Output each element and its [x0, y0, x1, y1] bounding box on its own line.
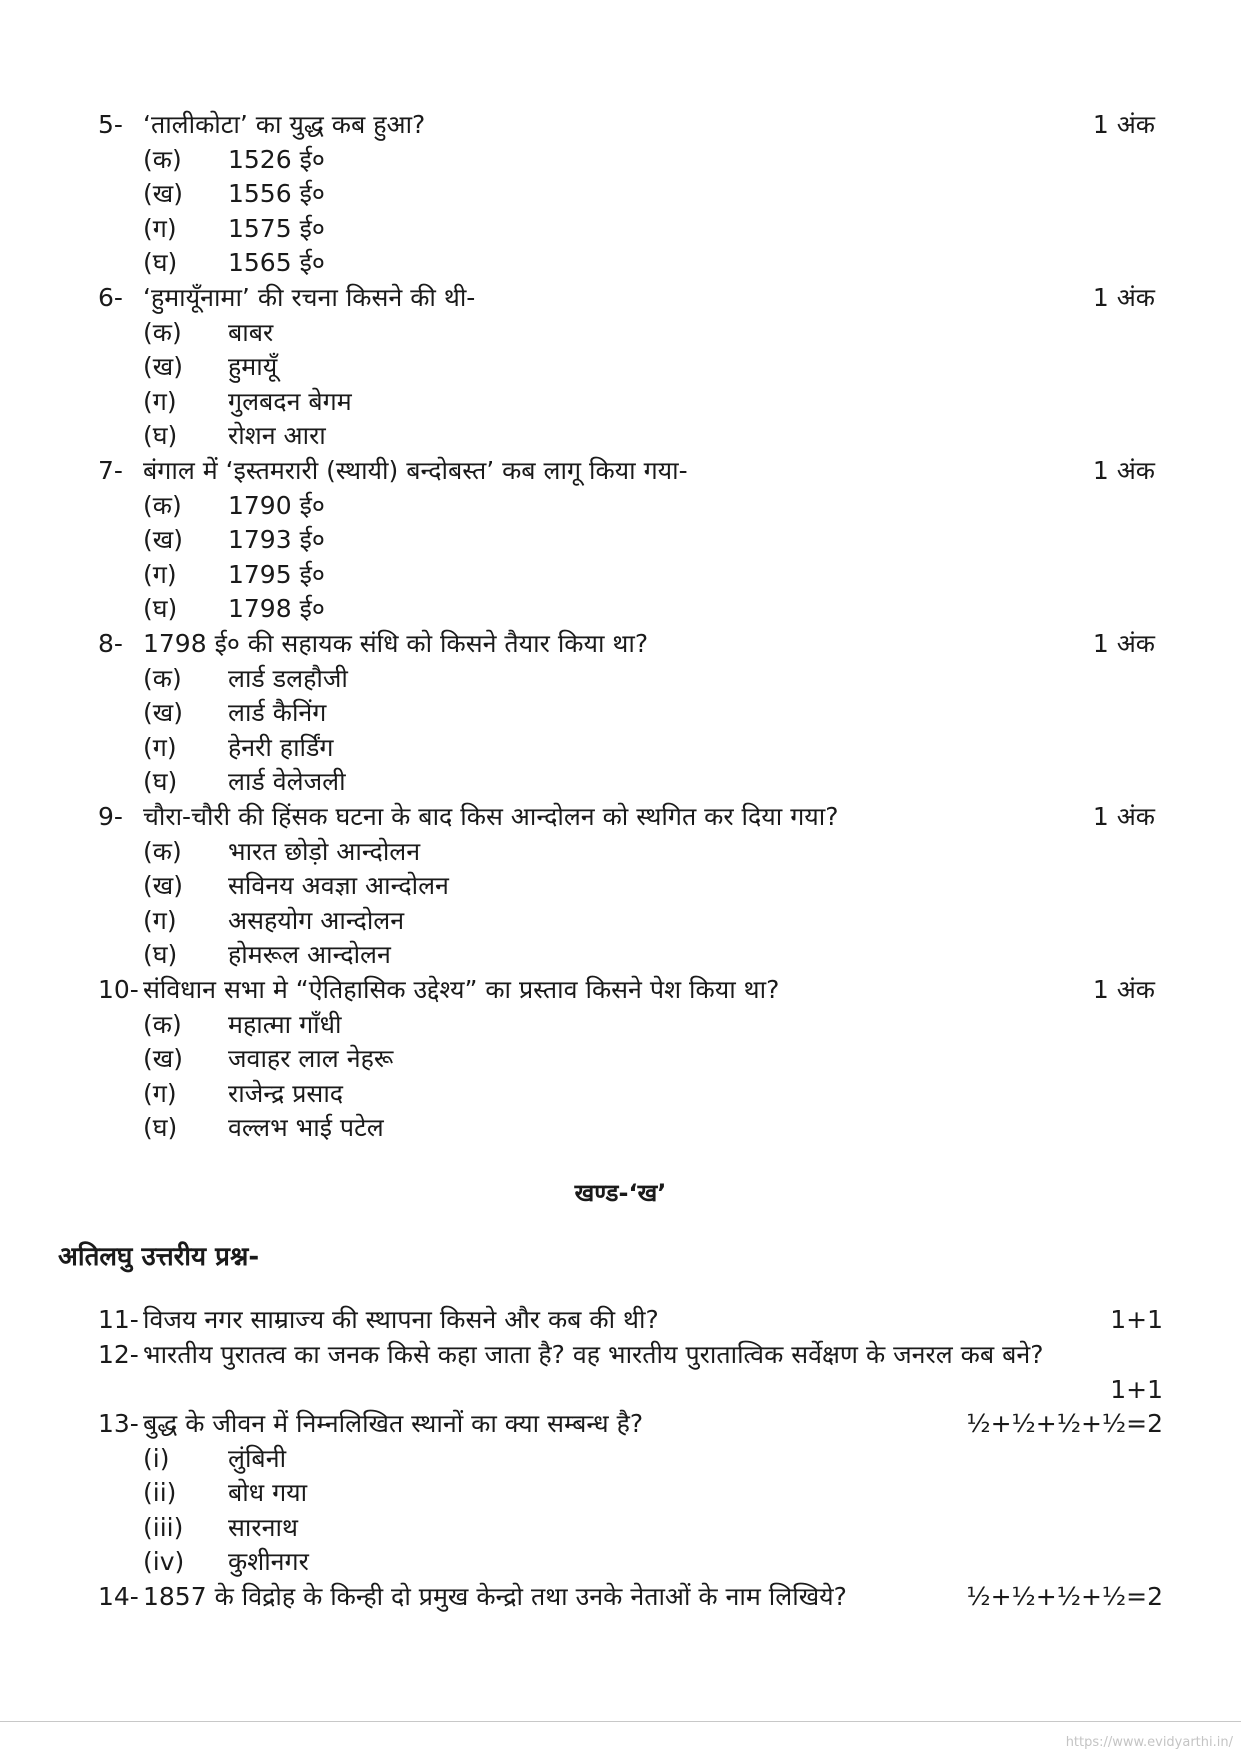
option-label: (ग): [143, 905, 177, 935]
question-number: 6-: [98, 283, 123, 312]
option-label: (ख): [143, 352, 183, 382]
option-text: वल्लभ भाई पटेल: [228, 1113, 384, 1143]
option: [0, 385, 1241, 420]
option-label: (क): [143, 1009, 182, 1039]
option-label: (ग): [143, 386, 177, 416]
option: [0, 869, 1241, 904]
option-text: असहयोग आन्दोलन: [228, 905, 405, 935]
question-number: 12-: [98, 1340, 139, 1369]
option-text: महात्मा गाँधी: [228, 1009, 342, 1039]
option: [0, 1042, 1241, 1077]
option-text: लार्ड वेलेजली: [228, 767, 346, 797]
option: [0, 177, 1241, 212]
option-label: (घ): [143, 767, 178, 797]
question-marks: 1 अंक: [1092, 110, 1155, 139]
option-label: (घ): [143, 594, 178, 624]
option-text: जवाहर लाल नेहरू: [228, 1044, 394, 1074]
option-text: रोशन आरा: [228, 421, 326, 451]
item-label: (iii): [143, 1512, 184, 1542]
option-label: (ख): [143, 698, 183, 728]
option-text: गुलबदन बेगम: [228, 386, 352, 416]
option: [0, 662, 1241, 697]
question-10: [0, 973, 1241, 1146]
option-label: (ग): [143, 559, 177, 589]
question-text: बुद्ध के जीवन में निम्नलिखित स्थानों का क्या सम्बन्ध है?: [143, 1409, 644, 1438]
option-text: 1556 ई०: [228, 179, 325, 209]
option: [0, 1077, 1241, 1112]
option-label: (घ): [143, 421, 178, 451]
option: [0, 489, 1241, 524]
option: [0, 350, 1241, 385]
question-marks: 1 अंक: [1092, 802, 1155, 831]
question-8: [0, 627, 1241, 800]
option: [0, 765, 1241, 800]
question-text: भारतीय पुरातत्व का जनक किसे कहा जाता है? वह भारतीय पुरातात्विक सर्वेक्षण के जनरल कब बने?: [143, 1340, 1044, 1369]
question-12: [0, 1338, 1241, 1407]
question-number: 8-: [98, 629, 123, 658]
option-label: (ख): [143, 525, 183, 555]
item-text: सारनाथ: [228, 1512, 298, 1542]
option-text: होमरूल आन्दोलन: [228, 940, 391, 970]
option-label: (ग): [143, 732, 177, 762]
option-text: हेनरी हार्डिंग: [228, 732, 334, 762]
option-text: बाबर: [228, 317, 274, 347]
footer-url: https://www.evidyarthi.in/: [1065, 1735, 1233, 1750]
option: [0, 419, 1241, 454]
section-subheading: अतिलघु उत्तरीय प्रश्न-: [58, 1242, 260, 1272]
option-text: राजेन्द्र प्रसाद: [228, 1078, 344, 1108]
option-label: (ख): [143, 871, 183, 901]
question-7: [0, 454, 1241, 627]
question-number: 13-: [98, 1409, 139, 1438]
question-9: [0, 800, 1241, 973]
option-label: (ख): [143, 1044, 183, 1074]
option-label: (क): [143, 836, 182, 866]
question-number: 5-: [98, 110, 123, 139]
option: [0, 316, 1241, 351]
option-text: 1795 ई०: [228, 559, 325, 589]
question-text: 1857 के विद्रोह के किन्ही दो प्रमुख केन्द्रो तथा उनके नेताओं के नाम लिखिये?: [143, 1582, 847, 1611]
option: [0, 558, 1241, 593]
item-text: लुंबिनी: [228, 1443, 287, 1473]
option: [0, 523, 1241, 558]
section-title: खण्ड-‘ख’: [574, 1179, 667, 1207]
option: [0, 1008, 1241, 1043]
question-text: बंगाल में ‘इस्तमरारी (स्थायी) बन्दोबस्त’ कब लागू किया गया-: [143, 456, 688, 485]
question-text: विजय नगर साम्राज्य की स्थापना किसने और कब की थी?: [143, 1305, 659, 1334]
question-text: चौरा-चौरी की हिंसक घटना के बाद किस आन्दोलन को स्थगित कर दिया गया?: [143, 802, 839, 831]
question-14: [0, 1580, 1241, 1615]
question-marks: 1 अंक: [1092, 456, 1155, 485]
footer-divider: [0, 1721, 1241, 1722]
question-text: ‘तालीकोटा’ का युद्ध कब हुआ?: [143, 110, 426, 139]
option-label: (क): [143, 490, 182, 520]
option-text: सविनय अवज्ञा आन्दोलन: [228, 871, 449, 901]
option: [0, 592, 1241, 627]
question-13: [0, 1407, 1241, 1580]
option-text: भारत छोड़ो आन्दोलन: [228, 836, 421, 866]
question-marks: 1 अंक: [1092, 283, 1155, 312]
option-label: (क): [143, 317, 182, 347]
question-number: 7-: [98, 456, 123, 485]
question-marks: 1+1: [1110, 1305, 1163, 1334]
question-text: ‘हुमायूँनामा’ की रचना किसने की थी-: [143, 283, 476, 312]
option: [0, 212, 1241, 247]
question-number: 11-: [98, 1305, 139, 1334]
list-item: [0, 1511, 1241, 1546]
list-item: [0, 1442, 1241, 1477]
list-item: [0, 1476, 1241, 1511]
option-label: (क): [143, 663, 182, 693]
question-number: 10-: [98, 975, 139, 1004]
option-text: लार्ड कैनिंग: [228, 698, 327, 728]
item-text: कुशीनगर: [228, 1547, 309, 1577]
option-label: (घ): [143, 248, 178, 278]
question-number: 14-: [98, 1582, 139, 1611]
option-label: (क): [143, 144, 182, 174]
option: [0, 143, 1241, 178]
option-text: 1565 ई०: [228, 248, 325, 278]
option: [0, 904, 1241, 939]
question-text: 1798 ई० की सहायक संधि को किसने तैयार किया था?: [143, 629, 649, 658]
question-marks: 1 अंक: [1092, 629, 1155, 658]
option-text: 1526 ई०: [228, 144, 325, 174]
item-label: (iv): [143, 1547, 185, 1577]
option: [0, 246, 1241, 281]
option: [0, 835, 1241, 870]
question-6: [0, 281, 1241, 454]
option-text: लार्ड डलहौजी: [228, 663, 348, 693]
question-5: [0, 108, 1241, 281]
option-label: (ख): [143, 179, 183, 209]
option: [0, 938, 1241, 973]
question-text: संविधान सभा मे “ऐतिहासिक उद्देश्य” का प्रस्ताव किसने पेश किया था?: [143, 975, 780, 1004]
option-label: (घ): [143, 1113, 178, 1143]
question-marks: ½+½+½+½=2: [966, 1409, 1163, 1438]
option-text: 1575 ई०: [228, 213, 325, 243]
option-text: 1793 ई०: [228, 525, 325, 555]
item-text: बोध गया: [228, 1478, 308, 1508]
option-label: (घ): [143, 940, 178, 970]
question-marks: 1 अंक: [1092, 975, 1155, 1004]
question-11: [0, 1303, 1241, 1338]
option-label: (ग): [143, 1078, 177, 1108]
item-label: (ii): [143, 1478, 177, 1508]
question-marks: 1+1: [1110, 1374, 1163, 1404]
option-text: 1798 ई०: [228, 594, 325, 624]
option-text: 1790 ई०: [228, 490, 325, 520]
question-number: 9-: [98, 802, 123, 831]
question-marks: ½+½+½+½=2: [966, 1582, 1163, 1611]
option: [0, 1111, 1241, 1146]
option: [0, 696, 1241, 731]
option: [0, 731, 1241, 766]
item-label: (i): [143, 1443, 170, 1473]
option-label: (ग): [143, 213, 177, 243]
option-text: हुमायूँ: [228, 352, 278, 382]
list-item: [0, 1545, 1241, 1580]
